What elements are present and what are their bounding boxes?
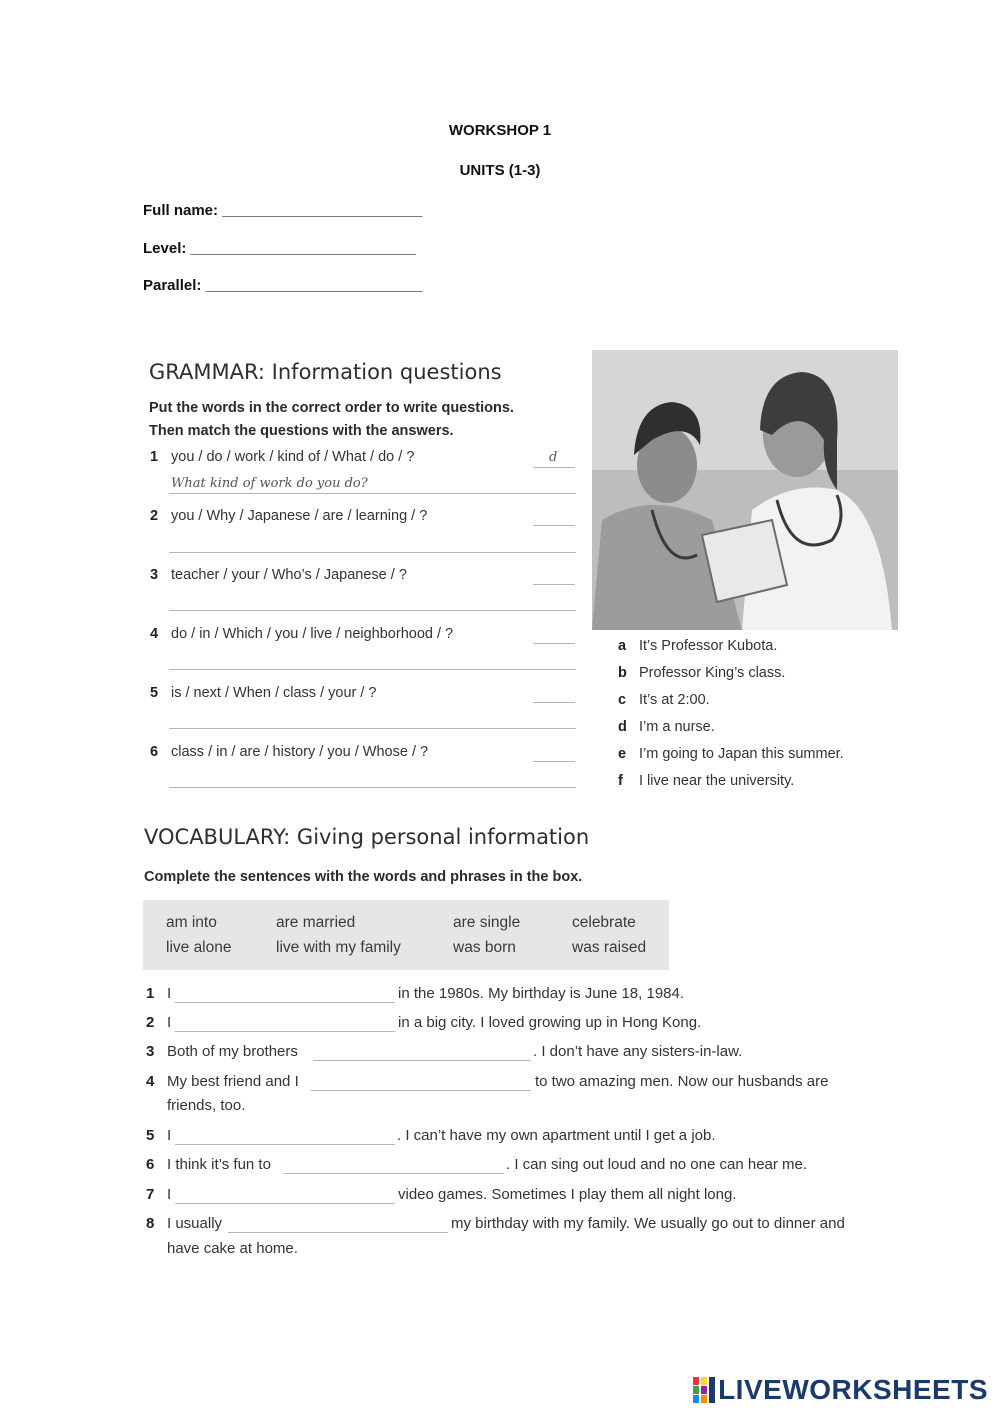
question-number: 6 bbox=[150, 744, 159, 760]
sentence-start: I bbox=[167, 985, 172, 1002]
sentence-continuation: friends, too. bbox=[167, 1097, 246, 1114]
answer-text: It’s Professor Kubota. bbox=[639, 638, 778, 654]
sentence-number: 5 bbox=[146, 1127, 155, 1144]
box-word: are married bbox=[276, 914, 356, 931]
box-word: am into bbox=[166, 914, 217, 931]
question-answer-line[interactable] bbox=[169, 728, 576, 729]
sentence-blank[interactable] bbox=[175, 1203, 395, 1204]
field-label: Level: bbox=[143, 240, 191, 257]
liveworksheets-logo-text: LIVEWORKSHEETS bbox=[718, 1374, 988, 1405]
vocabulary-title: VOCABULARY: Giving personal information bbox=[144, 825, 590, 849]
box-word: celebrate bbox=[572, 914, 636, 931]
answer-letter: b bbox=[618, 665, 627, 681]
sentence-number: 3 bbox=[146, 1043, 155, 1060]
sentence-number: 2 bbox=[146, 1014, 155, 1031]
sentence-number: 7 bbox=[146, 1186, 155, 1203]
sentence-number: 4 bbox=[146, 1073, 155, 1090]
sentence-end: in the 1980s. My birthday is June 18, 1984. bbox=[398, 985, 685, 1002]
sentence-end: . I can’t have my own apartment until I get a job. bbox=[397, 1127, 716, 1144]
full-name-field[interactable] bbox=[143, 202, 422, 219]
question-text: class / in / are / history / you / Whose / ? bbox=[171, 744, 429, 760]
answer-text: I’m going to Japan this summer. bbox=[639, 746, 844, 762]
sentence-end: . I don’t have any sisters-in-law. bbox=[533, 1043, 743, 1060]
answer-text: It’s at 2:00. bbox=[639, 692, 710, 708]
sentence-start: I think it’s fun to bbox=[167, 1156, 271, 1173]
sentence-end: to two amazing men. Now our husbands are bbox=[535, 1073, 829, 1090]
sentence-start: I bbox=[167, 1127, 172, 1144]
worksheet-subtitle: UNITS (1-3) bbox=[459, 162, 541, 179]
sentence-start: My best friend and I bbox=[167, 1073, 299, 1090]
sentence-blank[interactable] bbox=[313, 1060, 531, 1061]
worksheet-title: WORKSHOP 1 bbox=[448, 122, 552, 139]
answer-text: I live near the university. bbox=[639, 773, 795, 789]
doctors-illustration bbox=[592, 350, 898, 630]
answer-blank[interactable] bbox=[533, 761, 575, 762]
box-word: was raised bbox=[572, 939, 647, 956]
sentence-blank[interactable] bbox=[284, 1173, 504, 1174]
grammar-title: GRAMMAR: Information questions bbox=[149, 360, 502, 384]
question-answer-line[interactable] bbox=[169, 787, 576, 788]
sentence-end: my birthday with my family. We usually go out to dinner and bbox=[451, 1215, 845, 1232]
question-number: 2 bbox=[150, 508, 159, 524]
answer-letter: a bbox=[618, 638, 627, 654]
answer-text: I’m a nurse. bbox=[639, 719, 715, 735]
sentence-number: 6 bbox=[146, 1156, 155, 1173]
answer-text: Professor King’s class. bbox=[639, 665, 786, 681]
box-word: are single bbox=[453, 914, 521, 931]
question-text: you / Why / Japanese / are / learning / ? bbox=[171, 508, 428, 524]
sentence-number: 8 bbox=[146, 1215, 155, 1232]
question-text: teacher / your / Who’s / Japanese / ? bbox=[171, 567, 407, 583]
answer-blank[interactable] bbox=[533, 584, 575, 585]
box-word: live with my family bbox=[276, 939, 401, 956]
field-label: Full name: bbox=[143, 202, 223, 219]
grammar-instruction-1: Put the words in the correct order to write questions. bbox=[149, 400, 514, 416]
answer-blank[interactable] bbox=[533, 525, 575, 526]
sentence-start: I bbox=[167, 1186, 172, 1203]
question-answer-line[interactable] bbox=[169, 669, 576, 670]
question-number: 5 bbox=[150, 685, 159, 701]
question-text: you / do / work / kind of / What / do / ? bbox=[171, 449, 415, 465]
sentence-blank[interactable] bbox=[175, 1031, 395, 1032]
answer-letter: f bbox=[618, 773, 623, 789]
box-word: live alone bbox=[166, 939, 232, 956]
answer-blank[interactable] bbox=[533, 467, 575, 468]
liveworksheets-logo bbox=[693, 1372, 988, 1408]
question-text: do / in / Which / you / live / neighborhood / ? bbox=[171, 626, 454, 642]
answer-letter-example: d bbox=[549, 450, 558, 465]
sentence-number: 1 bbox=[146, 985, 155, 1002]
sentence-start: I usually bbox=[167, 1215, 223, 1232]
question-answer-line[interactable] bbox=[169, 552, 576, 553]
question-answer-line[interactable] bbox=[169, 610, 576, 611]
field-blank: ________________________ bbox=[222, 202, 423, 219]
vocabulary-instruction: Complete the sentences with the words and phrases in the box. bbox=[144, 869, 583, 885]
field-blank: __________________________ bbox=[205, 277, 423, 294]
field-blank: ___________________________ bbox=[190, 240, 416, 257]
sentence-blank[interactable] bbox=[175, 1144, 395, 1145]
grammar-instruction-2: Then match the questions with the answers. bbox=[149, 423, 454, 439]
sentence-blank[interactable] bbox=[311, 1090, 531, 1091]
level-field[interactable] bbox=[143, 240, 416, 257]
sentence-end: in a big city. I loved growing up in Hong Kong. bbox=[398, 1014, 702, 1031]
box-word: was born bbox=[453, 939, 516, 956]
question-number: 3 bbox=[150, 567, 159, 583]
sentence-blank[interactable] bbox=[228, 1232, 448, 1233]
sentence-continuation: have cake at home. bbox=[167, 1240, 298, 1257]
question-number: 4 bbox=[150, 626, 159, 642]
word-box bbox=[143, 900, 669, 970]
parallel-field[interactable] bbox=[143, 277, 422, 294]
answer-letter: c bbox=[618, 692, 627, 708]
answer-blank[interactable] bbox=[533, 643, 575, 644]
question-text: is / next / When / class / your / ? bbox=[171, 685, 377, 701]
example-answer: What kind of work do you do? bbox=[171, 476, 368, 491]
liveworksheets-logo-icon bbox=[693, 1375, 715, 1405]
sentence-end: video games. Sometimes I play them all night long. bbox=[398, 1186, 737, 1203]
sentence-start: I bbox=[167, 1014, 172, 1031]
question-answer-line[interactable] bbox=[169, 493, 576, 494]
question-number: 1 bbox=[150, 449, 159, 465]
answer-letter: d bbox=[618, 719, 627, 735]
sentence-blank[interactable] bbox=[175, 1002, 395, 1003]
answer-letter: e bbox=[618, 746, 627, 762]
sentence-end: . I can sing out loud and no one can hear me. bbox=[506, 1156, 808, 1173]
sentence-start: Both of my brothers bbox=[167, 1043, 298, 1060]
field-label: Parallel: bbox=[143, 277, 206, 294]
answer-blank[interactable] bbox=[533, 702, 575, 703]
doctors-photo bbox=[592, 350, 898, 630]
